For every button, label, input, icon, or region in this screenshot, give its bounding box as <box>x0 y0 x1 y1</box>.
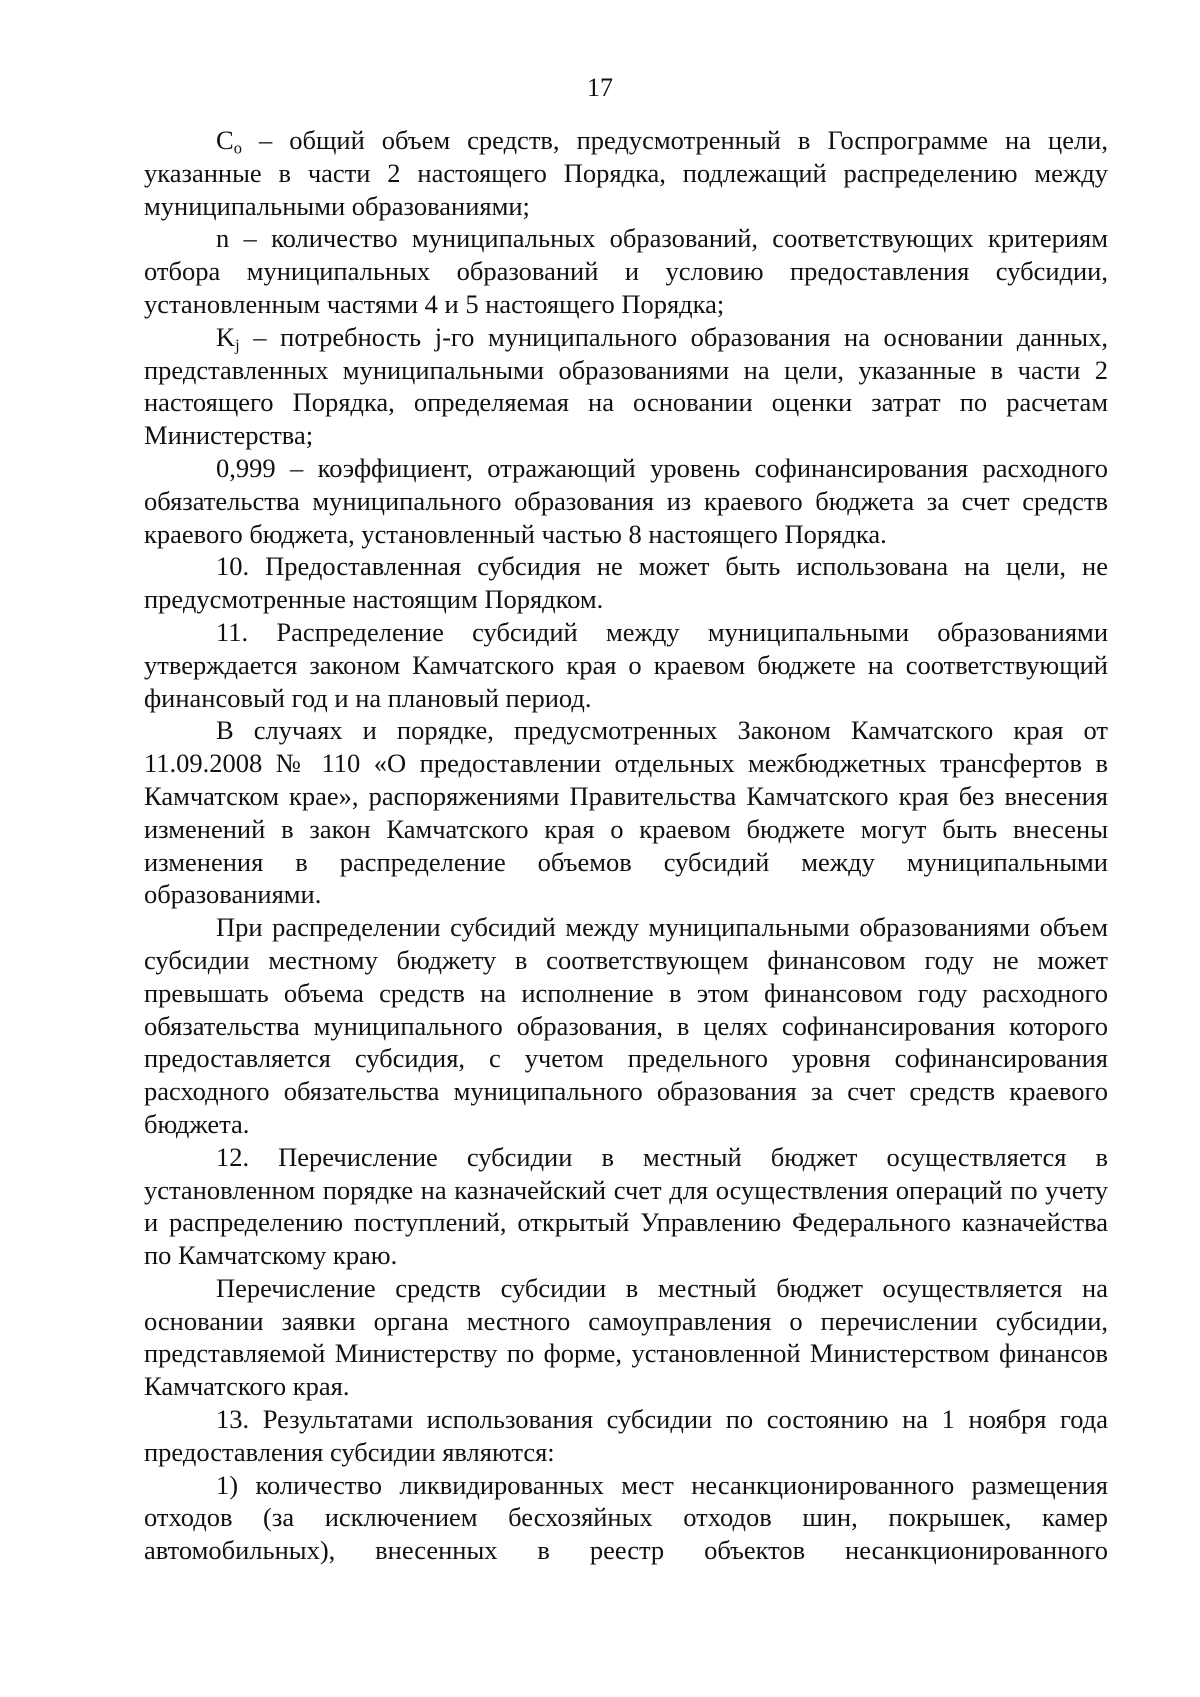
page-number: 17 <box>587 73 613 102</box>
paragraph-item-11-limits: При распределении субсидий между муниципальными образованиями объем субсидии местному бюджету в соответствующем финансовом году не может превышать объема средств на исполнение в этом финансовом году расходного обязательства муниципального образования, в целях софинансирования которого предоставляется субсидия, с учетом предельного уровня софинансирования расходного обязательства муниципального образования за счет средств краевого бюджета. <box>144 912 1108 1139</box>
paragraph-text: – потребность j-го муниципального образования на основании данных, представленных муниципальными образованиями на цели, указанные в части 2 настоящего Порядка, определяемая на основании оценки затрат по расчетам Министерства; <box>144 321 1108 451</box>
paragraph-item-13: 13. Результатами использования субсидии по состоянию на 1 ноября года предоставления субсидии являются: <box>144 1404 1108 1467</box>
paragraph-kj-definition <box>144 321 1108 452</box>
paragraph-item-11-cases: В случаях и порядке, предусмотренных Законом Камчатского края от 11.09.2008 № 110 «О предоставлении отдельных межбюджетных трансфертов в Камчатском крае», распоряжениями Правительства Камчатского края без внесения изменений в закон Камчатского края о краевом бюджете могут быть внесены изменения в распределение объемов субсидий между муниципальными образованиями. <box>144 715 1108 910</box>
document-body <box>144 124 1108 1567</box>
paragraph-text: – общий объем средств, предусмотренный в Госпрограмме на цели, указанные в части 2 настоящего Порядка, подлежащий распределению между муниципальными образованиями; <box>144 125 1108 221</box>
formula-symbol: K <box>216 321 236 352</box>
paragraph-item-12: 12. Перечисление субсидии в местный бюджет осуществляется в установленном порядке на казначейский счет для осуществления операций по учету и распределению поступлений, открытый Управлению Федерального казначейства по Камчатскому краю. <box>144 1141 1108 1271</box>
formula-symbol-subscript: o <box>233 138 242 158</box>
paragraph-item-10: 10. Предоставленная субсидия не может быть использована на цели, не предусмотренные настоящим Порядком. <box>144 551 1108 615</box>
paragraph-item-12-application: Перечисление средств субсидии в местный бюджет осуществляется на основании заявки органа местного самоуправления о перечислении субсидии, представляемой Министерству по форме, установленной Министерством финансов Камчатского края. <box>144 1272 1108 1402</box>
formula-symbol-subscript: j <box>235 335 240 355</box>
paragraph-item-11: 11. Распределение субсидий между муниципальными образованиями утверждается законом Камчатского края о краевом бюджете на соответствующий финансовый год и на плановый период. <box>144 616 1108 713</box>
paragraph-n-definition: n – количество муниципальных образований, соответствующих критериям отбора муниципальных образований и условию предоставления субсидии, установленным частями 4 и 5 настоящего Порядка; <box>144 223 1108 319</box>
paragraph-item-13-result-1: 1) количество ликвидированных мест несанкционированного размещения отходов (за исключением бесхозяйных отходов шин, покрышек, камер автомобильных), внесенных в реестр объектов несанкционированного <box>144 1469 1108 1566</box>
paragraph-co-definition <box>144 124 1108 222</box>
formula-symbol: C <box>216 125 234 155</box>
paragraph-coefficient-definition: 0,999 – коэффициент, отражающий уровень софинансирования расходного обязательства муниципального образования из краевого бюджета за счет средств краевого бюджета, установленный частью 8 настоящего Порядка. <box>144 452 1108 549</box>
